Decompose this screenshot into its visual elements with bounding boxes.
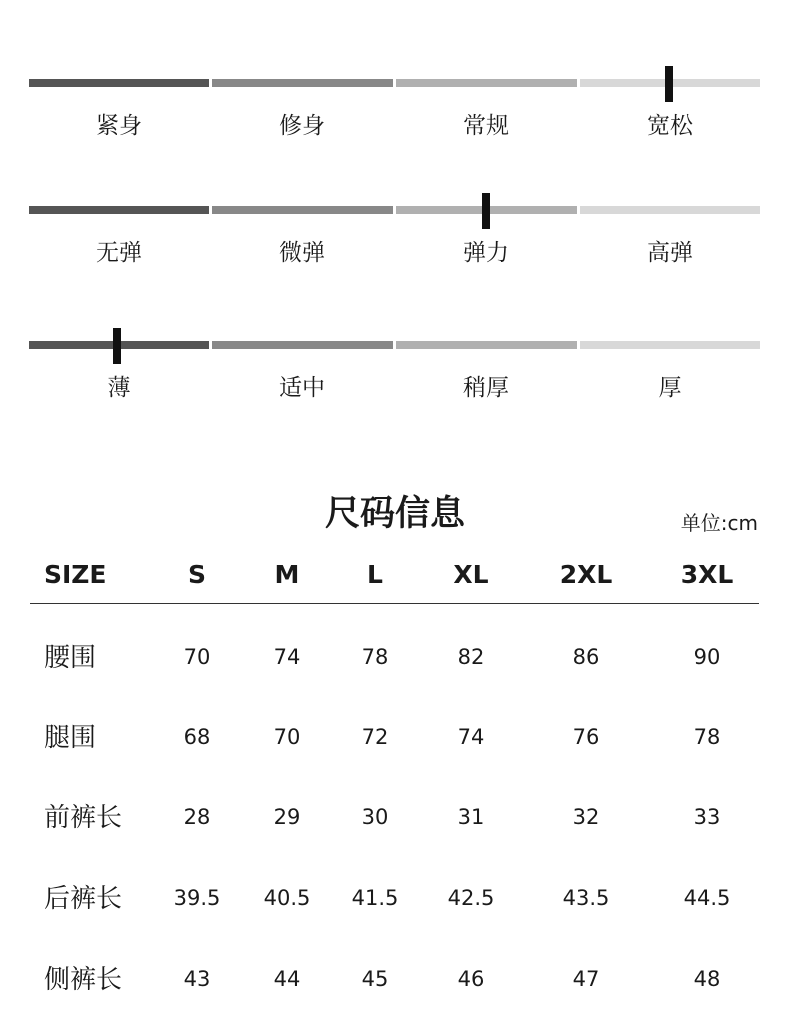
- elasticity-segment-1: [29, 206, 209, 214]
- table-cell: 43.5: [562, 886, 610, 910]
- row-label: 后裤长: [44, 884, 123, 914]
- header-size: SIZE: [44, 560, 107, 589]
- row-label: 侧裤长: [44, 965, 123, 995]
- header-3xl: 3XL: [680, 560, 734, 589]
- elasticity-label-none: 无弹: [96, 240, 142, 266]
- size-table-title: 尺码信息: [324, 494, 465, 534]
- table-cell: 76: [572, 725, 600, 749]
- fit-label-slim: 修身: [279, 113, 325, 139]
- fit-segment-1: [29, 79, 209, 87]
- elasticity-segment-4: [580, 206, 760, 214]
- table-cell: 48: [693, 967, 721, 991]
- table-cell: 78: [361, 645, 389, 669]
- table-cell: 39.5: [173, 886, 221, 910]
- elasticity-label-stretch: 弹力: [463, 240, 509, 266]
- header-l: L: [367, 560, 383, 589]
- thickness-label-slightly-thick: 稍厚: [463, 375, 509, 401]
- fit-label-regular: 常规: [463, 113, 509, 139]
- table-cell: 43: [183, 967, 211, 991]
- elasticity-scale: [29, 206, 760, 266]
- thickness-label-thin: 薄: [107, 375, 131, 401]
- table-cell: 68: [183, 725, 211, 749]
- table-cell: 70: [273, 725, 301, 749]
- row-label: 前裤长: [44, 803, 123, 833]
- table-cell: 33: [693, 805, 721, 829]
- thickness-label-thick: 厚: [658, 375, 682, 401]
- elasticity-segment-2: [212, 206, 393, 214]
- table-cell: 44: [273, 967, 301, 991]
- elasticity-label-high: 高弹: [647, 240, 693, 266]
- table-cell: 29: [273, 805, 301, 829]
- table-cell: 74: [457, 725, 485, 749]
- elasticity-label-slight: 微弹: [279, 240, 325, 266]
- fit-marker: [665, 66, 673, 102]
- table-cell: 47: [572, 967, 600, 991]
- header-divider: [30, 603, 759, 604]
- elasticity-marker: [482, 193, 490, 229]
- header-xl: XL: [453, 560, 489, 589]
- fit-scale: [29, 79, 760, 139]
- table-cell: 46: [457, 967, 485, 991]
- thickness-marker: [113, 328, 121, 364]
- thickness-segment-4: [580, 341, 760, 349]
- header-s: S: [187, 560, 206, 589]
- table-cell: 28: [183, 805, 211, 829]
- table-cell: 72: [361, 725, 389, 749]
- table-cell: 31: [457, 805, 485, 829]
- fit-segment-3: [396, 79, 577, 87]
- header-2xl: 2XL: [559, 560, 613, 589]
- fit-label-loose: 宽松: [647, 113, 693, 139]
- fit-label-tight: 紧身: [96, 113, 142, 139]
- row-label: 腿围: [44, 723, 97, 753]
- table-cell: 44.5: [683, 886, 731, 910]
- table-cell: 45: [361, 967, 389, 991]
- thickness-label-medium: 适中: [279, 375, 325, 401]
- row-label: 腰围: [44, 643, 97, 673]
- table-cell: 90: [693, 645, 721, 669]
- table-cell: 40.5: [263, 886, 311, 910]
- thickness-scale: [29, 341, 760, 401]
- fit-segment-2: [212, 79, 393, 87]
- table-cell: 41.5: [351, 886, 399, 910]
- table-cell: 74: [273, 645, 301, 669]
- table-cell: 86: [572, 645, 600, 669]
- table-cell: 42.5: [447, 886, 495, 910]
- thickness-segment-2: [212, 341, 393, 349]
- table-cell: 70: [183, 645, 211, 669]
- size-table-unit: 单位:cm: [680, 511, 758, 535]
- table-cell: 82: [457, 645, 485, 669]
- table-cell: 32: [572, 805, 600, 829]
- header-m: M: [274, 560, 300, 589]
- table-cell: 30: [361, 805, 389, 829]
- table-cell: 78: [693, 725, 721, 749]
- thickness-segment-3: [396, 341, 577, 349]
